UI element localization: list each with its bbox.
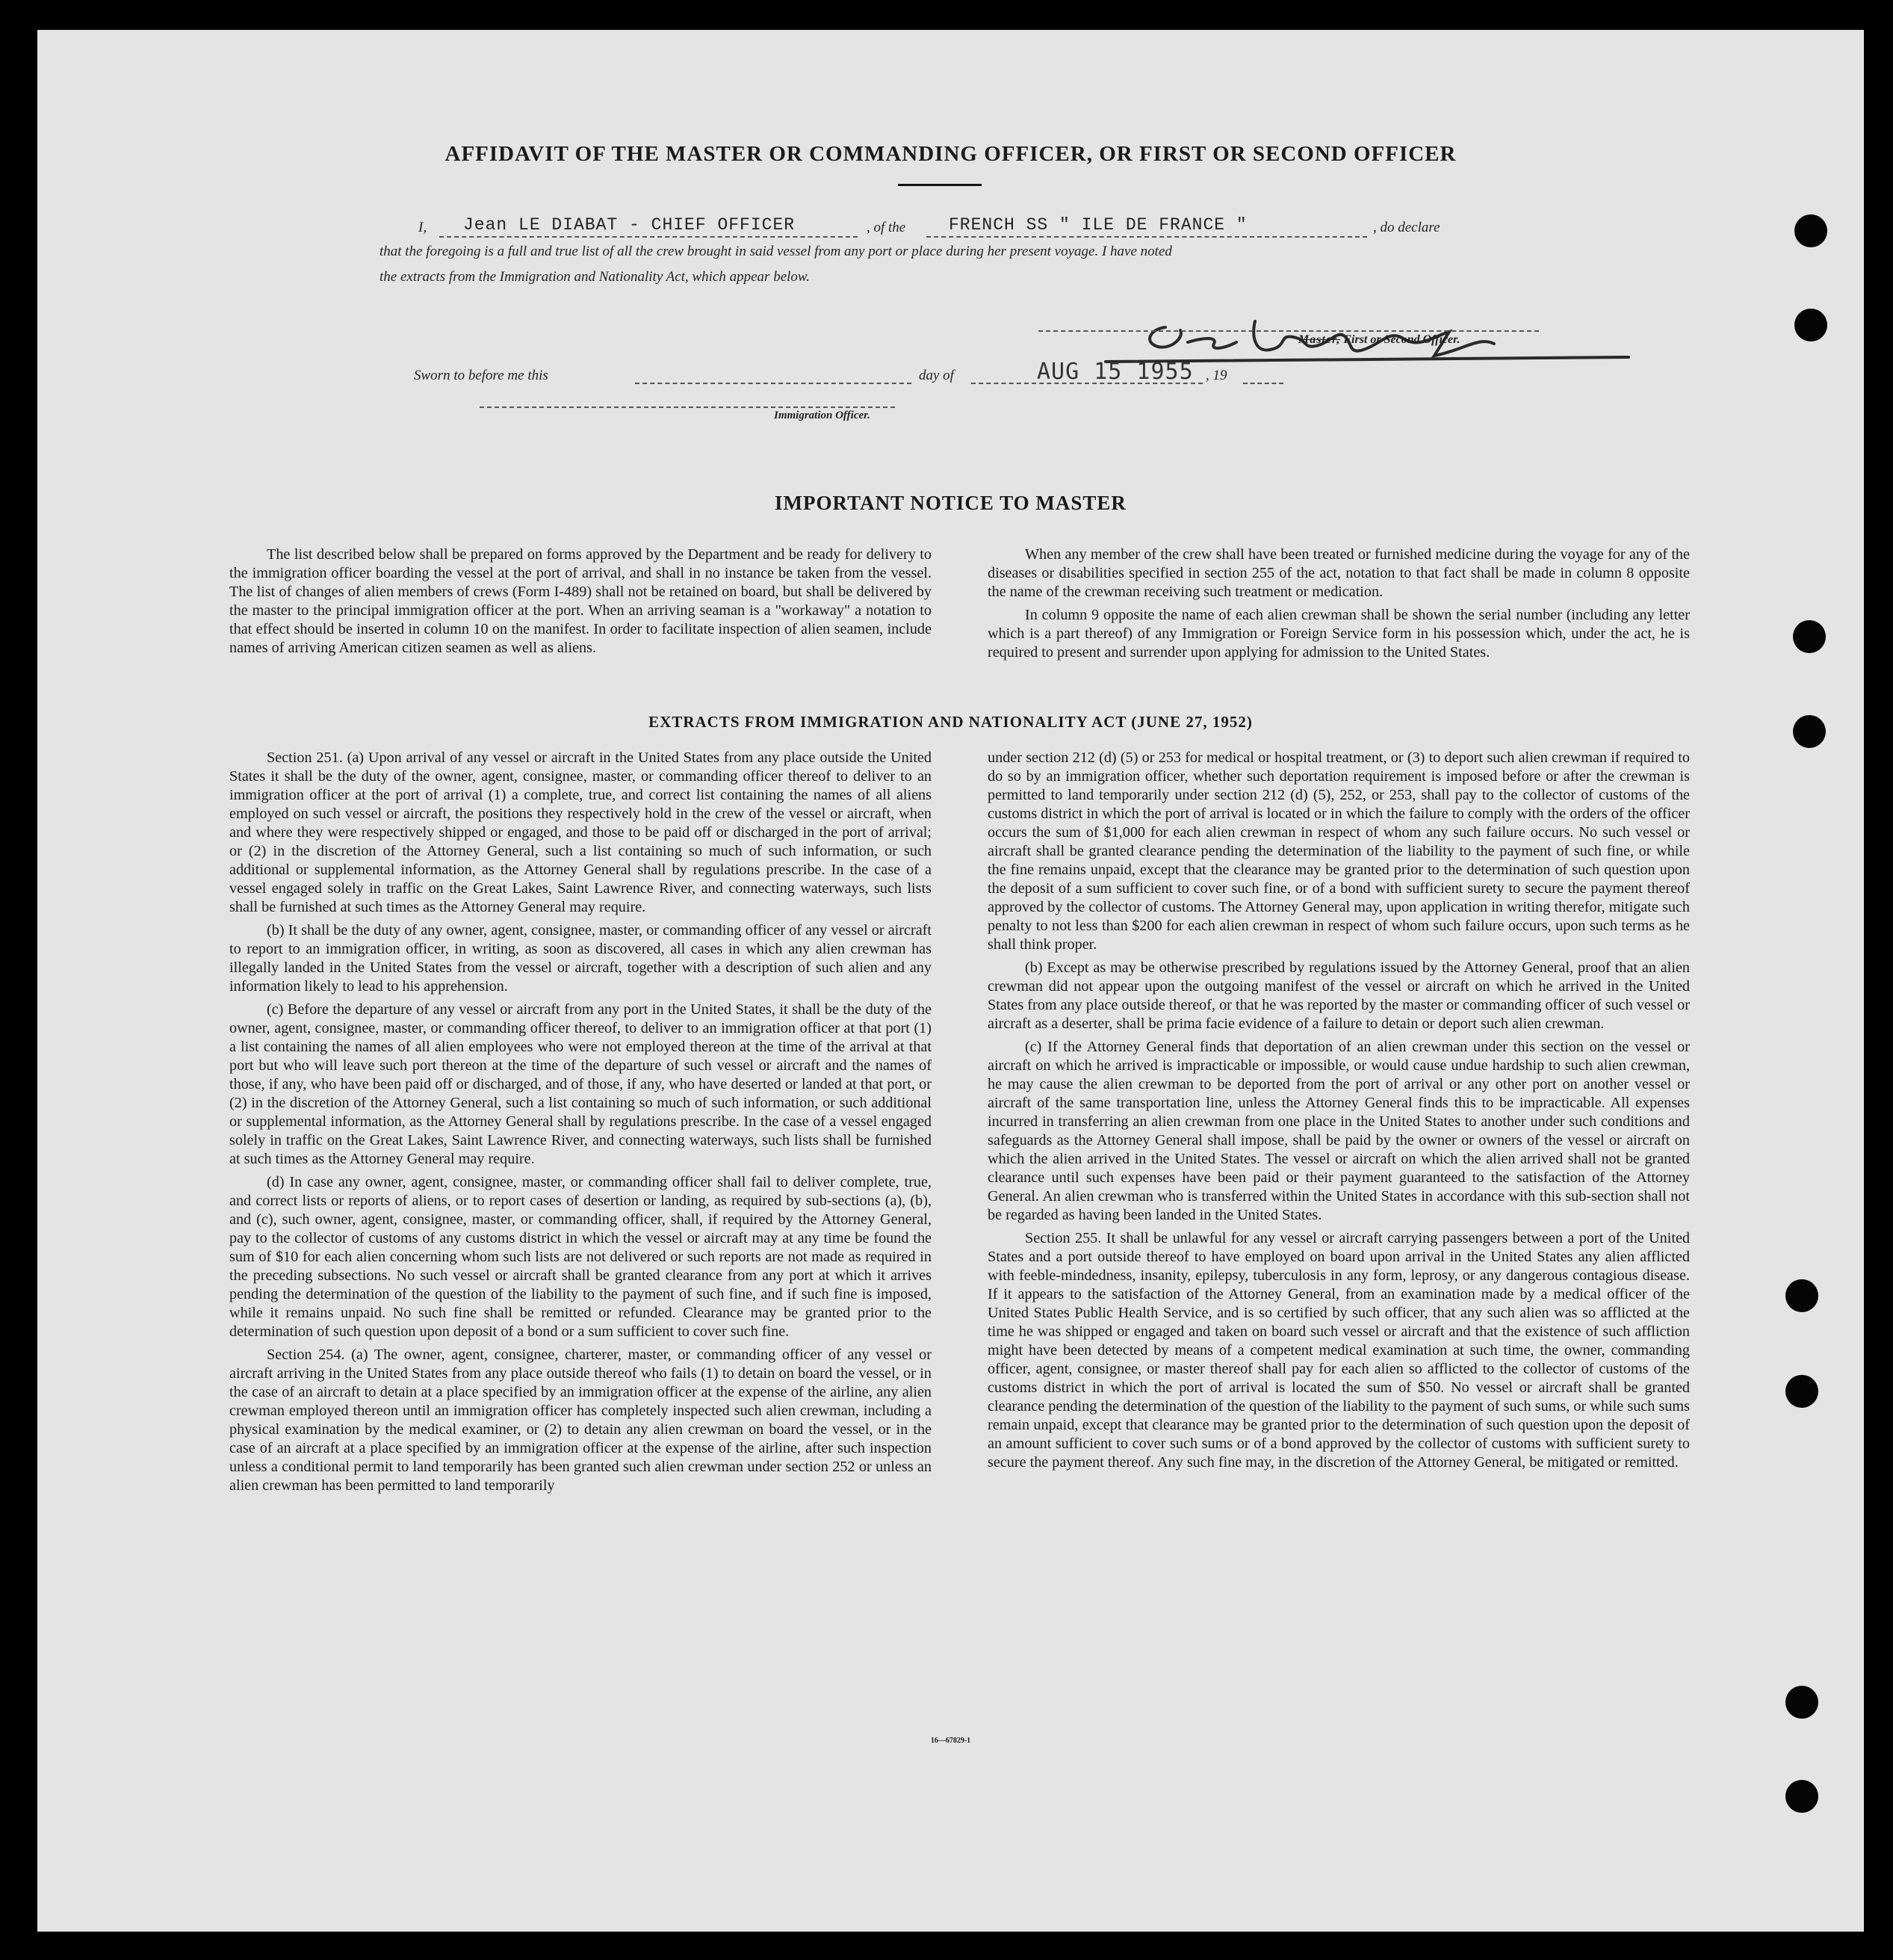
do-declare-label: , do declare xyxy=(1373,220,1440,235)
binder-hole xyxy=(1794,214,1827,247)
extracts-title: EXTRACTS FROM IMMIGRATION AND NATIONALITY ACT (JUNE 27, 1952) xyxy=(648,713,1253,731)
year-blank xyxy=(1243,356,1283,384)
sworn-prefix: Sworn to before me this xyxy=(414,368,548,383)
section-254b: (b) Except as may be otherwise prescribed by regulations issued by the Attorney General, proof that an alien crewman did not appear upon the outgoing manifest of the vessel or aircraft on which he arrived in the United States from any place outside thereof, or that he was reported by the master or commanding officer of such vessel or aircraft as a deserter, shall be prima facie evidence of a failure to detain or deport such alien crewman. xyxy=(988,959,1690,1032)
document-page xyxy=(37,30,1864,1932)
section-255: Section 255. It shall be unlawful for any vessel or aircraft carrying passengers between a port of the United States and a port outside thereof to have employed on board upon arrival in the United States any alien afflicted with feeble-mindedness, insanity, epilepsy, tuberculosis in any form, leprosy, or any dangerous contagious disease. If it appears to the satisfaction of the Attorney General, from an examination made by a medical officer of the United States Public Health Service, and is so certified by such officer, that any such alien was so afflicted at the time he was shipped or engaged and taken on board such vessel or aircraft and that the existence of such affliction might have been detected by means of a competent medical examination at such time, the owner, commanding officer, agent, consignee, or master thereof shall pay for each alien so afflicted to the collector of customs of the customs district in which the port of arrival is located the sum of $50. No vessel or aircraft shall be granted clearance pending the determination of the question of the liability to the payment of such sums, or while such sums remain unpaid, except that clearance may be granted prior to the determination of such question upon the deposit of an amount sufficient to cover such sums or of a bond approved by the collector of customs with sufficient surety to secure the payment thereof. Any such fine may, in the discretion of the Attorney General, be mitigated or remitted. xyxy=(988,1230,1690,1471)
declaration-i: I, xyxy=(418,220,427,235)
date-stamp: AUG 15 1955 xyxy=(1037,359,1194,385)
immigration-officer-line xyxy=(480,405,895,408)
affidavit-title: AFFIDAVIT OF THE MASTER OR COMMANDING OFFICER, OR FIRST OR SECOND OFFICER xyxy=(444,142,1457,166)
declaration-line-2: that the foregoing is a full and true list of all the crew brought in said vessel from any port or place during her present voyage. I have noted xyxy=(379,244,1172,259)
struck-master: Master, xyxy=(1298,333,1341,346)
binder-hole xyxy=(1794,309,1827,341)
vessel-name-field: FRENCH SS " ILE DE FRANCE " xyxy=(949,215,1248,235)
section-251b: (b) It shall be the duty of any owner, agent, consignee, master, or commanding officer of any vessel or aircraft to report to an immigration officer, in writing, as soon as discovered, all cases in which any alien crewman has illegally landed in the United States from the vessel or aircraft, together with a description of such alien and any information likely to lead to his apprehension. xyxy=(229,922,932,995)
binder-hole xyxy=(1785,1686,1818,1719)
binder-hole xyxy=(1793,715,1826,748)
notice-right-paragraph-2: In column 9 opposite the name of each alien crewman shall be shown the serial number (including any letter which is a part thereof) of any Immigration or Foreign Service form in his possession which, under the act, he is required to present and surrender upon applying for admission to the United States. xyxy=(988,607,1690,661)
section-251a: Section 251. (a) Upon arrival of any vessel or aircraft in the United States from any place outside the United States it shall be the duty of the owner, agent, consignee, master, or commanding officer thereof to deliver to an immigration officer at the port of arrival (1) a complete, true, and correct list containing the names of all aliens employed on such vessel or aircraft, the positions they respectively hold in the crew of the vessel or aircraft, when and where they were respectively shipped or engaged, and those to be paid off or discharged in the port of arrival; or (2) in the discretion of the Attorney General, such a list containing so much of such information, or such additional or supplemental information, as the Attorney General shall by regulations prescribe. In the case of a vessel engaged solely in traffic on the Great Lakes, Saint Lawrence River, and connecting waterways, such lists shall be furnished at such times as the Attorney General may require. xyxy=(229,749,932,915)
extracts-left-column xyxy=(229,749,932,1500)
officer-title-caption xyxy=(1298,333,1460,347)
notice-right-paragraph-1: When any member of the crew shall have been treated or furnished medicine during the voyage for any of the diseases or disabilities specified in section 255 of the act, notation to that fact shall be made in column 8 opposite the name of the crewman receiving such treatment or medication. xyxy=(988,546,1690,600)
binder-hole xyxy=(1793,620,1826,653)
title-divider xyxy=(898,184,982,186)
binder-hole xyxy=(1785,1279,1818,1312)
binder-hole xyxy=(1785,1375,1818,1408)
officer-caption-text: First or Second Officer. xyxy=(1343,333,1460,346)
section-251d: (d) In case any owner, agent, consignee, master, or commanding officer shall fail to deliver complete, true, and correct lists or reports of aliens, or to report cases of desertion or landing, as required by sub-sections (a), (b), and (c), such owner, agent, consignee, master, or commanding officer, shall, if required by the Attorney General, pay to the collector of customs of any customs district in which the vessel or aircraft may at any time be found the sum of $10 for each alien concerning whom such lists are not delivered or such reports are not made as required in the preceding subsections. No such vessel or aircraft shall be granted clearance from any port at which it arrives pending the determination of the question of the liability to the payment of such fine, and if such fine is imposed, while it remains unpaid. No such fine shall be remitted or refunded. Clearance may be granted prior to the determination of such question upon deposit of a bond or a sum sufficient to cover such fine. xyxy=(229,1174,932,1340)
section-254a: Section 254. (a) The owner, agent, consignee, charterer, master, or commanding officer of any vessel or aircraft arriving in the United States from any place outside thereof who fails (1) to detain on board the vessel, or in the case of an aircraft to detain at a place specified by an immigration officer at the expense of the airline, any alien crewman employed thereon until an immigration officer has completely inspected such alien crewman, including a physical examination by the medical examiner, or (2) to detain any alien crewman on board the vessel, or in the case of an aircraft at a place specified by an immigration officer at the expense of the airline, after such inspection unless a conditional permit to land temporarily has been granted such alien crewman under section 252 or unless an alien crewman has been permitted to land temporarily xyxy=(229,1347,932,1494)
section-254a-continued: under section 212 (d) (5) or 253 for medical or hospital treatment, or (3) to deport such alien crewman if required to do so by an immigration officer, whether such deportation requirement is imposed before or after the crewman is permitted to land temporarily under section 212 (d) (5), 252, or 253, shall pay to the collector of customs of the customs district in which the port of arrival is located or in which the failure to comply with the orders of the officer occurs the sum of $1,000 for each alien crewman in respect of whom any such failure occurs. No such vessel or aircraft shall be granted clearance pending the determination of the liability to the payment of such fine, or while the fine remains unpaid, except that the clearance may be granted prior to the determination of such question upon the deposit of a sum sufficient to cover such fine, or of a bond with sufficient surety to secure the payment thereof approved by the collector of customs. The Attorney General may, upon application in writing therefor, mitigate such penalty to not less than $200 for each alien crewman in respect of whom such failure occurs, upon such terms as he shall think proper. xyxy=(988,749,1690,953)
declaration-line-3: the extracts from the Immigration and Nationality Act, which appear below. xyxy=(379,269,810,285)
extracts-right-column xyxy=(988,749,1690,1477)
declaration-line xyxy=(418,217,1584,241)
signature-line xyxy=(1038,329,1539,332)
officer-name-field: Jean LE DIABAT - CHIEF OFFICER xyxy=(463,215,796,235)
binder-hole xyxy=(1785,1780,1818,1813)
section-254c: (c) If the Attorney General finds that deportation of an alien crewman under this section on the vessel or aircraft on which he arrived is impracticable or impossible, or would cause undue hardship to such alien crewman, he may cause the alien crewman to be deported from the port of arrival or any other port on another vessel or aircraft of the same transportation line, unless the Attorney General finds this to be impracticable. All expenses incurred in transferring an alien crewman from one place in the United States to another under such conditions and safeguards as the Attorney General shall impose, shall be paid by the owner or owners of the vessel or aircraft on which the alien arrived in the United States. The vessel or aircraft on which the alien arrived shall not be granted clearance until such expenses have been paid or their payment guaranteed to the satisfaction of the Attorney General. An alien crewman who is transferred within the United States in accordance with this sub-section shall not be regarded as having been landed in the United States. xyxy=(988,1039,1690,1223)
form-code: 16—67829-1 xyxy=(930,1737,971,1745)
notice-left-column xyxy=(229,545,932,662)
sworn-line xyxy=(414,356,1310,386)
sworn-day-blank xyxy=(635,356,911,384)
notice-title: IMPORTANT NOTICE TO MASTER xyxy=(775,492,1127,514)
notice-left-paragraph: The list described below shall be prepared on forms approved by the Department and be ready for delivery to the immigration officer boarding the vessel at the port of arrival, and shall in no instance be taken from the vessel. The list of changes of alien members of crews (Form I-489) shall not be retained on board, but shall be delivered by the master to the principal immigration officer at the port. When an arriving seaman is a "workaway" a notation to that effect should be inserted in column 10 on the manifest. In order to facilitate inspection of alien seamen, include names of arriving American citizen seamen as well as aliens. xyxy=(229,546,932,656)
notice-right-column xyxy=(988,545,1690,667)
day-of-label: day of xyxy=(919,368,954,383)
year-prefix: , 19 xyxy=(1206,368,1227,383)
section-251c: (c) Before the departure of any vessel or aircraft from any port in the United States, it shall be the duty of the owner, agent, consignee, master, or commanding officer thereof, to deliver to an immigration officer at that port (1) a list containing the names of all alien employees who were not employed thereon at the time of the arrival at that port but who will leave such port thereon at the time of the departure of such vessel or aircraft and the names of those, if any, who have been paid off or discharged, and of those, if any, who have deserted or landed at that port, or (2) in the discretion of the Attorney General, such a list containing so much of such information, or such additional or supplemental information, as the Attorney General shall by regulations prescribe. In the case of a vessel engaged solely in traffic on the Great Lakes, Saint Lawrence River, and connecting waterways, such lists shall be furnished at such times as the Attorney General may require. xyxy=(229,1001,932,1167)
immigration-officer-caption: Immigration Officer. xyxy=(774,409,870,421)
of-the-label: , of the xyxy=(867,220,906,235)
